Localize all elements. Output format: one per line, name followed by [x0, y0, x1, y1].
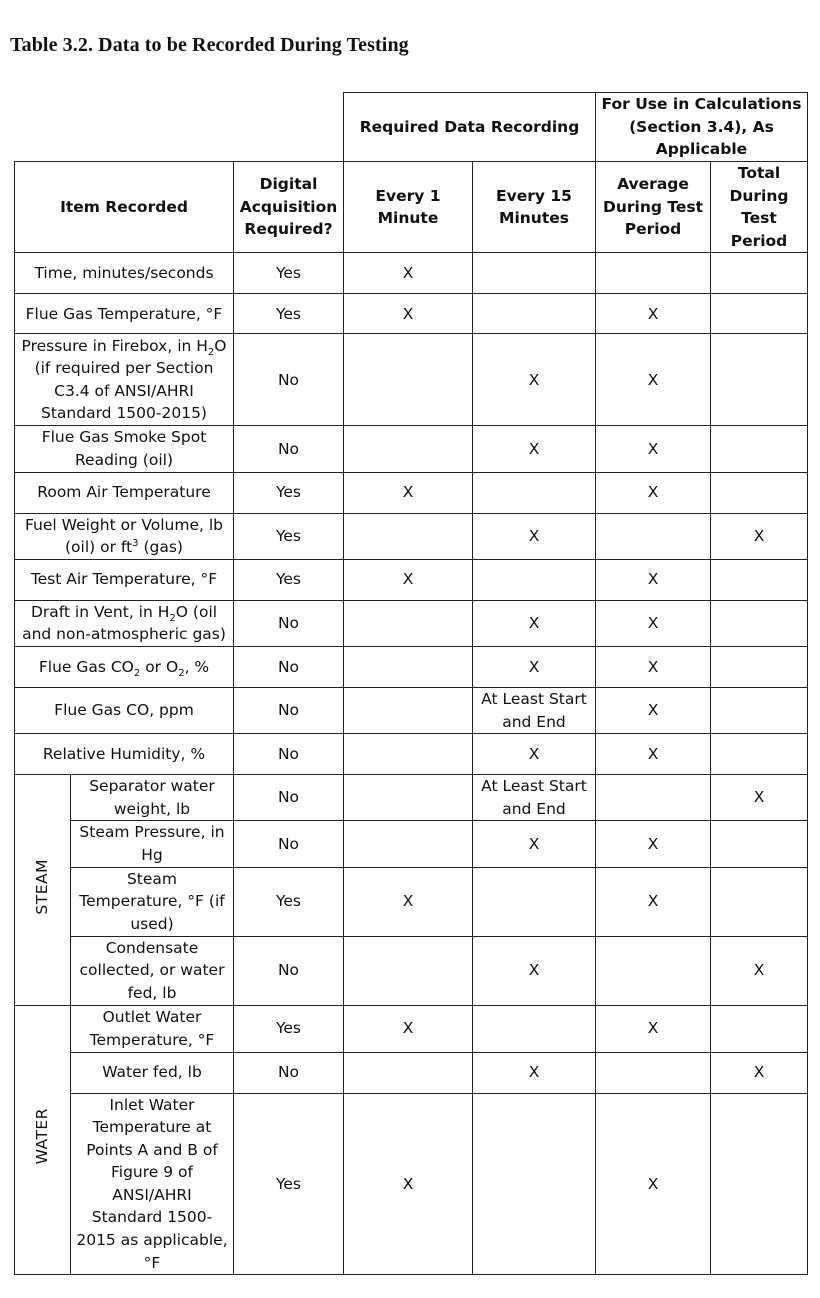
item-cell	[15, 600, 234, 646]
item-cell	[15, 334, 234, 426]
item-subscript: 2	[133, 667, 141, 679]
table-row	[15, 1005, 808, 1052]
item-cell: Steam Temperature, °F (if used)	[71, 867, 234, 936]
every-15-minutes-cell	[473, 472, 596, 513]
every-15-minutes-cell	[473, 1093, 596, 1275]
average-cell: X	[596, 646, 711, 687]
every-15-minutes-cell: X	[473, 426, 596, 472]
average-cell	[596, 775, 711, 821]
digital-cell: Yes	[234, 253, 344, 294]
item-text: O (oil and non-atmospheric gas)	[22, 602, 226, 644]
average-cell	[596, 513, 711, 559]
every-15-minutes-cell	[473, 1005, 596, 1052]
total-cell	[711, 821, 808, 867]
average-cell: X	[596, 426, 711, 472]
item-cell	[15, 513, 234, 559]
steam-label-text: STEAM	[33, 858, 52, 915]
average-cell: X	[596, 734, 711, 775]
total-cell: X	[711, 936, 808, 1005]
every-15-minutes-cell: X	[473, 646, 596, 687]
every-1-minute-cell	[344, 426, 473, 472]
digital-cell: No	[234, 426, 344, 472]
total-cell: X	[711, 775, 808, 821]
total-cell: X	[711, 513, 808, 559]
table-row	[15, 600, 808, 646]
every-1-minute-cell	[344, 1052, 473, 1093]
every-1-minute-cell	[344, 646, 473, 687]
item-cell: Outlet Water Temperature, °F	[71, 1005, 234, 1052]
total-cell	[711, 687, 808, 733]
blank-corner	[15, 93, 344, 162]
every-1-minute-cell: X	[344, 294, 473, 334]
digital-cell: Yes	[234, 513, 344, 559]
every-1-minute-cell	[344, 734, 473, 775]
item-cell: Water fed, lb	[71, 1052, 234, 1093]
average-cell: X	[596, 294, 711, 334]
every-1-minute-cell: X	[344, 1093, 473, 1275]
average-cell: X	[596, 600, 711, 646]
item-cell: Time, minutes/seconds	[15, 253, 234, 294]
digital-cell: Yes	[234, 1093, 344, 1275]
every-15-minutes-cell: At Least Start and End	[473, 775, 596, 821]
average-cell: X	[596, 821, 711, 867]
table-row	[15, 936, 808, 1005]
average-cell: X	[596, 1005, 711, 1052]
digital-cell: No	[234, 646, 344, 687]
every-15-minutes-cell: X	[473, 334, 596, 426]
data-table	[14, 92, 808, 1275]
item-cell: Test Air Temperature, °F	[15, 559, 234, 600]
every-15-minutes-cell: X	[473, 513, 596, 559]
item-cell: Steam Pressure, in Hg	[71, 821, 234, 867]
digital-cell: No	[234, 734, 344, 775]
item-text: or O	[140, 657, 179, 676]
every-15-minutes-cell: X	[473, 821, 596, 867]
item-subscript: 2	[178, 667, 185, 679]
header-every-1-minute: Every 1 Minute	[344, 162, 473, 253]
header-every-15-minutes: Every 15 Minutes	[473, 162, 596, 253]
digital-cell: No	[234, 775, 344, 821]
every-15-minutes-cell: At Least Start and End	[473, 687, 596, 733]
every-1-minute-cell: X	[344, 1005, 473, 1052]
item-subscript: 2	[169, 612, 176, 624]
item-text: , %	[184, 657, 210, 676]
item-text: O (if required per Section C3.4 of ANSI/AHRI Standard 1500-2015)	[34, 336, 227, 423]
table-row	[15, 253, 808, 294]
item-text: Fuel Weight or Volume, lb (oil) or ft	[24, 515, 224, 557]
digital-cell: No	[234, 821, 344, 867]
average-cell	[596, 936, 711, 1005]
table-row	[15, 1093, 808, 1275]
every-1-minute-cell	[344, 821, 473, 867]
water-group-label	[15, 1005, 71, 1275]
item-text: (gas)	[138, 538, 183, 557]
total-cell	[711, 867, 808, 936]
item-text: Pressure in Firebox, in H	[21, 336, 208, 355]
table-row	[15, 294, 808, 334]
total-cell	[711, 1005, 808, 1052]
item-subscript: 2	[207, 346, 215, 358]
item-cell: Room Air Temperature	[15, 472, 234, 513]
item-cell: Relative Humidity, %	[15, 734, 234, 775]
every-15-minutes-cell	[473, 867, 596, 936]
table-row	[15, 334, 808, 426]
header-required-data-recording: Required Data Recording	[344, 93, 596, 162]
every-15-minutes-cell	[473, 559, 596, 600]
header-for-use-in-calculations: For Use in Calculations (Section 3.4), As Applicable	[596, 93, 808, 162]
every-1-minute-cell: X	[344, 253, 473, 294]
item-text: Flue Gas CO	[38, 657, 134, 676]
average-cell	[596, 1052, 711, 1093]
table-row	[15, 687, 808, 733]
table-row	[15, 513, 808, 559]
digital-cell: Yes	[234, 867, 344, 936]
item-cell: Flue Gas Smoke Spot Reading (oil)	[15, 426, 234, 472]
total-cell	[711, 559, 808, 600]
every-1-minute-cell	[344, 775, 473, 821]
every-1-minute-cell: X	[344, 867, 473, 936]
table-row	[15, 426, 808, 472]
water-label-text: WATER	[33, 1108, 52, 1165]
total-cell	[711, 294, 808, 334]
digital-cell: No	[234, 936, 344, 1005]
every-1-minute-cell: X	[344, 559, 473, 600]
every-15-minutes-cell	[473, 253, 596, 294]
item-cell	[15, 646, 234, 687]
digital-cell: Yes	[234, 294, 344, 334]
every-15-minutes-cell: X	[473, 936, 596, 1005]
average-cell: X	[596, 687, 711, 733]
steam-group-label	[15, 775, 71, 1005]
every-15-minutes-cell: X	[473, 734, 596, 775]
item-cell: Inlet Water Temperature at Points A and B of Figure 9 of ANSI/AHRI Standard 1500-2015 as applicable, °F	[71, 1093, 234, 1275]
table-row	[15, 472, 808, 513]
table-row	[15, 867, 808, 936]
item-cell: Flue Gas Temperature, °F	[15, 294, 234, 334]
digital-cell: Yes	[234, 472, 344, 513]
total-cell	[711, 734, 808, 775]
every-1-minute-cell	[344, 936, 473, 1005]
item-text: Draft in Vent, in H	[30, 602, 170, 621]
table-row	[15, 646, 808, 687]
item-superscript: 3	[132, 538, 139, 549]
total-cell	[711, 646, 808, 687]
header-average-during-test: Average During Test Period	[596, 162, 711, 253]
digital-cell: No	[234, 687, 344, 733]
item-cell: Condensate collected, or water fed, lb	[71, 936, 234, 1005]
average-cell: X	[596, 559, 711, 600]
digital-cell: Yes	[234, 1005, 344, 1052]
total-cell	[711, 472, 808, 513]
every-1-minute-cell	[344, 600, 473, 646]
every-15-minutes-cell: X	[473, 1052, 596, 1093]
digital-cell: No	[234, 1052, 344, 1093]
every-15-minutes-cell	[473, 294, 596, 334]
digital-cell: No	[234, 600, 344, 646]
header-total-during-test: Total During Test Period	[711, 162, 808, 253]
table-row	[15, 559, 808, 600]
total-cell: X	[711, 1052, 808, 1093]
average-cell: X	[596, 334, 711, 426]
every-15-minutes-cell: X	[473, 600, 596, 646]
average-cell: X	[596, 472, 711, 513]
item-cell: Separator water weight, lb	[71, 775, 234, 821]
average-cell: X	[596, 1093, 711, 1275]
every-1-minute-cell	[344, 687, 473, 733]
table-row	[15, 1052, 808, 1093]
table-row	[15, 775, 808, 821]
total-cell	[711, 426, 808, 472]
table-row	[15, 734, 808, 775]
every-1-minute-cell	[344, 513, 473, 559]
total-cell	[711, 253, 808, 294]
total-cell	[711, 600, 808, 646]
average-cell	[596, 253, 711, 294]
every-1-minute-cell	[344, 334, 473, 426]
digital-cell: Yes	[234, 559, 344, 600]
header-digital-acquisition: Digital Acquisition Required?	[234, 162, 344, 253]
header-item-recorded: Item Recorded	[15, 162, 234, 253]
every-1-minute-cell: X	[344, 472, 473, 513]
table-row	[15, 821, 808, 867]
digital-cell: No	[234, 334, 344, 426]
total-cell	[711, 1093, 808, 1275]
total-cell	[711, 334, 808, 426]
item-cell: Flue Gas CO, ppm	[15, 687, 234, 733]
table-caption: Table 3.2. Data to be Recorded During Testing	[10, 34, 409, 56]
average-cell: X	[596, 867, 711, 936]
